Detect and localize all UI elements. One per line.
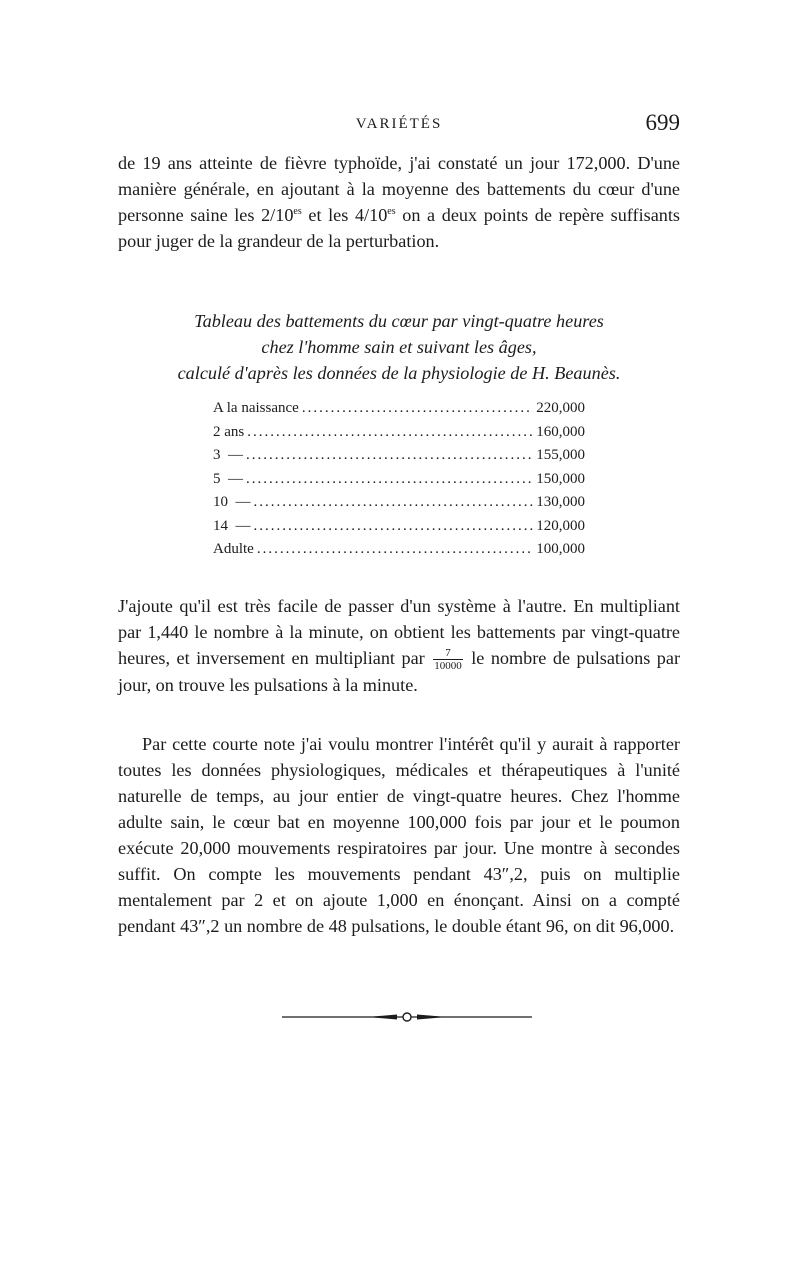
table-row — [213, 424, 585, 448]
leader-dots — [247, 424, 533, 441]
table-row — [213, 447, 585, 471]
paragraph-conversion — [118, 593, 680, 698]
paragraph-text: le nombre de pulsations par jour, on trouve les pulsations à la minute. — [118, 648, 681, 696]
running-head: VARIÉTÉS — [355, 116, 443, 132]
beats-value: 120,000 — [536, 517, 585, 534]
text-line: de 19 ans atteinte de fièvre typhoïde, j'ai constaté un jour — [118, 153, 560, 173]
table-title — [118, 308, 680, 386]
superscript: es — [387, 205, 396, 217]
table-row — [213, 541, 585, 565]
age-label: 3 — — [213, 447, 243, 463]
table-row — [213, 400, 585, 424]
beats-value: 100,000 — [536, 541, 585, 557]
age-label: 10 — — [213, 494, 251, 510]
fraction-denominator: 10000 — [434, 660, 462, 673]
beats-value: 220,000 — [536, 400, 585, 416]
leader-dots — [254, 494, 534, 511]
table-row — [213, 518, 585, 542]
leader-dots — [257, 541, 533, 558]
leader-dots — [246, 447, 533, 464]
end-ornament-icon — [282, 1011, 532, 1023]
text-line: on a deux points de repère suffisants pour juger de la — [118, 205, 681, 251]
paragraph-text: J'ajoute qu'il est très facile de passer d'un système à l'autre. En multipliant par 1,440 le nombre à la minute, on obtient les battements par vingt-quatre heures, et inversement en multipliant par — [118, 596, 680, 668]
beats-value: 155,000 — [536, 447, 585, 463]
table-title-line: chez l'homme sain et suivant les âges, — [261, 337, 537, 357]
superscript: es — [293, 205, 302, 217]
table-title-line: Tableau des battements du cœur par vingt-quatre heures — [194, 311, 604, 331]
leader-dots — [302, 400, 533, 417]
page-header — [118, 112, 680, 142]
leader-dots — [246, 471, 533, 488]
text-line: des battements du cœur d'une personne saine les 2/10 — [118, 179, 680, 225]
age-label: Adulte — [213, 541, 254, 557]
paragraph-conclusion: Par cette courte note j'ai voulu montrer l'intérêt qu'il y aurait à rapporter toutes les données physiologiques, médicales et thérapeutiques à l'unité naturelle de temps, au jour entier de vingt-quatre heures. Chez l'homme adulte sain, le cœur bat en moyenne 100,000 fois par jour et le poumon exécute 20,000 mouvements respiratoires par jour. Une montre à secondes suffit. On compte les mouvements pendant 43″,2, puis on multiplie mentalement par 2 et on ajoute 1,000 en énonçant. Ainsi on a compté pendant 43″,2 un nombre de 48 pulsations, le double étant 96, on dit 96,000. — [118, 734, 680, 936]
page-number: 699 — [645, 110, 680, 135]
fraction-numerator: 7 — [433, 647, 463, 660]
beats-value: 130,000 — [536, 494, 585, 510]
beats-value: 160,000 — [536, 423, 585, 440]
paragraph-intro — [118, 150, 680, 254]
text-line: grandeur de la perturbation. — [237, 231, 440, 251]
table-title-line: calculé d'après les données de la physiologie de H. Beaunès. — [177, 363, 621, 383]
text-line: et les — [301, 205, 349, 225]
age-label: 14 — — [213, 517, 251, 534]
age-label: 5 — — [213, 470, 243, 487]
text-line: 172,000. D'une manière générale, en ajoutant à la moyenne — [118, 153, 680, 199]
beats-value: 150,000 — [536, 470, 585, 487]
fraction — [433, 647, 463, 672]
table-row — [213, 471, 585, 495]
text-line: 4/10 — [354, 205, 388, 225]
age-label: A la naissance — [213, 400, 299, 416]
leader-dots — [254, 518, 534, 535]
heartbeat-table — [213, 400, 585, 565]
table-row — [213, 494, 585, 518]
age-label: 2 ans — [213, 423, 245, 440]
